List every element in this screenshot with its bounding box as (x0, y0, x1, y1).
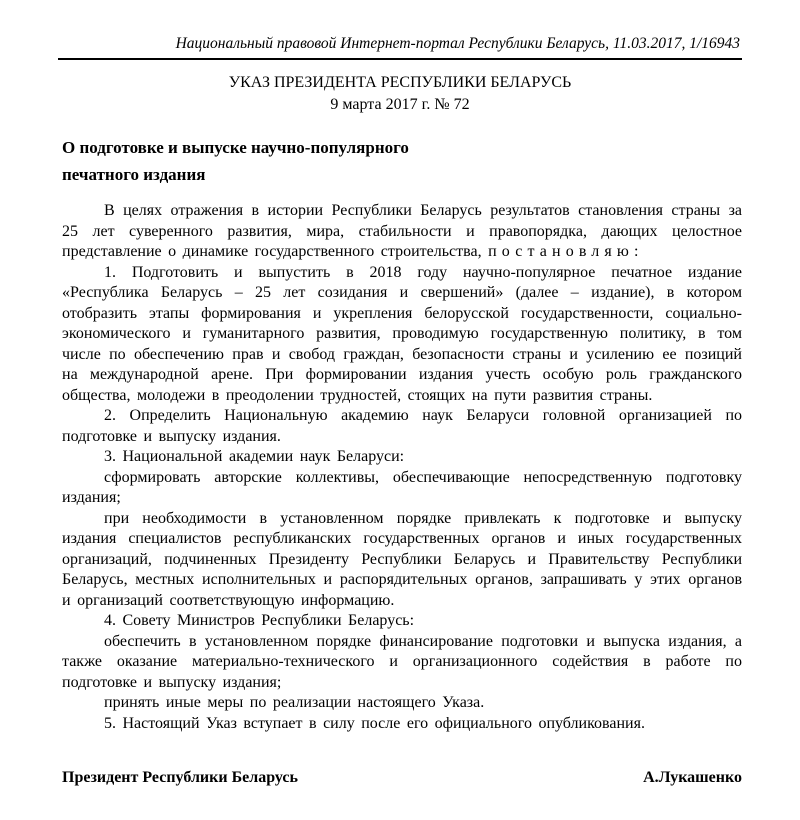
signature-row (62, 768, 742, 788)
intro-paragraph (62, 201, 742, 263)
paragraph-point-4-sub-1: обеспечить в установленном порядке финансирование подготовки и выпуска издания, а также оказание материально-технического и организационного содействия в работе по подготовке и выпуску издания; (62, 632, 742, 691)
doc-type-heading: УКАЗ ПРЕЗИДЕНТА РЕСПУБЛИКИ БЕЛАРУСЬ (228, 74, 572, 91)
doc-title-line-2: печатного издания (62, 165, 206, 184)
masthead (58, 34, 742, 60)
doc-title (62, 134, 742, 188)
paragraph-point-1: 1. Подготовить и выпустить в 2018 году научно-популярное печатное издание «Республика Беларусь – 25 лет созидания и свершений» (далее – издание), в котором отобразить этапы формирования и укрепления белорусской государственности, социально-экономического и гуманитарного развития, проводимую государственную политику, в том числе по обеспечению прав и свобод граждан, безопасности страны и усилению ее позиций на международной арене. При формировании издания учесть особую роль гражданского общества, молодежи в преодолении трудностей, стоящих на пути развития страны. (62, 263, 742, 404)
signature-name: А.Лукашенко (643, 769, 742, 786)
doc-title-line-1: О подготовке и выпуске научно-популярного (62, 138, 409, 157)
paragraph-point-4-sub-2: принять иные меры по реализации настоящего Указа. (104, 694, 485, 711)
intro-emphasis-word: постановляю (488, 243, 634, 260)
paragraph-point-3: 3. Национальной академии наук Беларуси: (104, 448, 405, 465)
paragraph-point-5: 5. Настоящий Указ вступает в силу после его официального опубликования. (104, 714, 645, 732)
doc-date-number: 9 марта 2017 г. № 72 (330, 96, 470, 113)
signature-title: Президент Республики Беларусь (62, 769, 298, 786)
paragraph-point-4: 4. Совету Министров Республики Беларусь: (104, 612, 415, 629)
intro-text: В целях отражения в истории Республики Беларусь результатов становления страны за 25 лет суверенного развития, мира, стабильности и правопорядка, дающих целостное представление о динамике государственного строительства, (62, 202, 742, 260)
paragraph-point-2: 2. Определить Национальную академию наук Беларуси головной организацией по подготовке и выпуску издания. (62, 407, 742, 445)
paragraph-point-3-sub-1: сформировать авторские коллективы, обеспечивающие непосредственную подготовку издания; (62, 468, 742, 506)
paragraph-point-3-sub-2: при необходимости в установленном порядке привлекать к подготовке и выпуску издания специалистов республиканских государственных органов и иных государственных организаций, подчиненных Президенту Республики Беларусь и Правительству Республики Беларусь, местных исполнительных и распорядительных органов, запрашивать у этих органов и организаций соответствующую информацию. (62, 509, 742, 609)
intro-suffix: : (633, 243, 639, 260)
document-body (62, 201, 742, 734)
masthead-text: Национальный правовой Интернет-портал Республики Беларусь, 11.03.2017, 1/16943 (175, 35, 740, 52)
